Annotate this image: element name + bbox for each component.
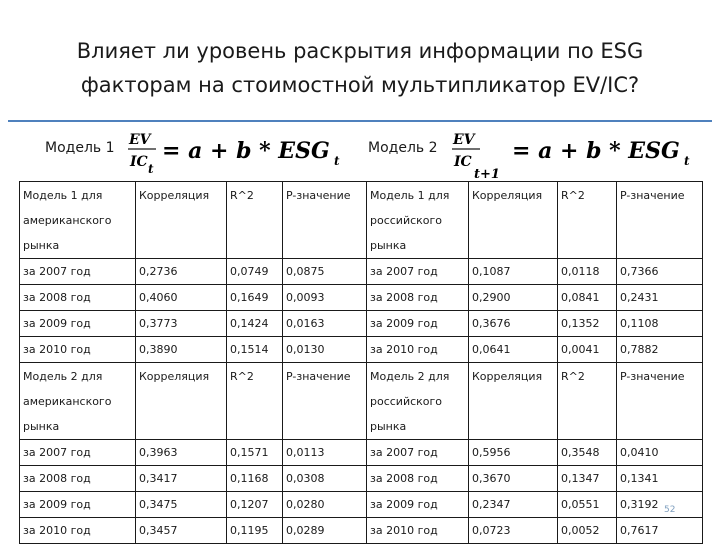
value-cell: 0,1087 bbox=[469, 259, 558, 285]
model-1-formula bbox=[126, 126, 346, 176]
year-cell: за 2008 год bbox=[20, 285, 136, 311]
value-cell: 0,0052 bbox=[558, 518, 617, 544]
slide-title-line-1: Влияет ли уровень раскрытия информации по ESG bbox=[76, 39, 644, 63]
value-cell: 0,0163 bbox=[283, 311, 367, 337]
model-1-header-row bbox=[20, 182, 703, 259]
header-line: рынка bbox=[370, 239, 407, 252]
model-1-formula-rhs: = a + b * ESG bbox=[162, 138, 330, 164]
value-cell: 0,3192 bbox=[617, 492, 703, 518]
model-1-formula-rhs-sub: t bbox=[334, 154, 340, 168]
model-1-formula-den-sub: t bbox=[148, 162, 154, 176]
value-cell: 0,1514 bbox=[227, 337, 283, 363]
table-row bbox=[20, 440, 703, 466]
value-cell: 0,3548 bbox=[558, 440, 617, 466]
header-line: Модель 2 для bbox=[370, 370, 450, 383]
value-cell: 0,0308 bbox=[283, 466, 367, 492]
value-cell: 0,0041 bbox=[558, 337, 617, 363]
value-cell: 0,0289 bbox=[283, 518, 367, 544]
value-cell: 0,2736 bbox=[136, 259, 227, 285]
table-row bbox=[20, 311, 703, 337]
table-row bbox=[20, 337, 703, 363]
slide-title-line-2: факторам на стоимостной мультипликатор EV/IC? bbox=[80, 73, 640, 97]
year-cell: за 2009 год bbox=[20, 492, 136, 518]
model-2-formula-rhs-sub: t bbox=[684, 154, 690, 168]
table-row bbox=[20, 285, 703, 311]
value-cell: 0,4060 bbox=[136, 285, 227, 311]
year-cell: за 2009 год bbox=[367, 492, 469, 518]
year-cell: за 2009 год bbox=[367, 311, 469, 337]
value-cell: 0,5956 bbox=[469, 440, 558, 466]
table-row bbox=[20, 492, 703, 518]
value-cell: 0,0749 bbox=[227, 259, 283, 285]
header-line: Модель 1 для bbox=[23, 189, 103, 202]
value-cell: 0,3417 bbox=[136, 466, 227, 492]
column-header-r2: R^2 bbox=[558, 363, 617, 440]
column-header-correlation: Корреляция bbox=[469, 182, 558, 259]
value-cell: 0,1571 bbox=[227, 440, 283, 466]
model-1-formula-den: IC bbox=[130, 154, 148, 170]
value-cell: 0,7882 bbox=[617, 337, 703, 363]
value-cell: 0,0841 bbox=[558, 285, 617, 311]
value-cell: 0,1347 bbox=[558, 466, 617, 492]
column-header-p-value: P-значение bbox=[617, 182, 703, 259]
value-cell: 0,2431 bbox=[617, 285, 703, 311]
year-cell: за 2009 год bbox=[20, 311, 136, 337]
header-line: российского bbox=[370, 395, 443, 408]
value-cell: 0,3475 bbox=[136, 492, 227, 518]
value-cell: 0,3457 bbox=[136, 518, 227, 544]
esg-results-table bbox=[19, 181, 703, 544]
value-cell: 0,1352 bbox=[558, 311, 617, 337]
model-1-label: Модель 1 bbox=[45, 140, 115, 156]
year-cell: за 2010 год bbox=[20, 518, 136, 544]
model-2-label: Модель 2 bbox=[368, 140, 438, 156]
value-cell: 0,1168 bbox=[227, 466, 283, 492]
column-header-p-value: P-значение bbox=[283, 182, 367, 259]
value-cell: 0,0130 bbox=[283, 337, 367, 363]
header-line: американского bbox=[23, 395, 112, 408]
value-cell: 0,1207 bbox=[227, 492, 283, 518]
model-2-formula-den-sub: t+1 bbox=[474, 167, 500, 181]
value-cell: 0,0410 bbox=[617, 440, 703, 466]
column-header-r2: R^2 bbox=[227, 182, 283, 259]
column-header-r2: R^2 bbox=[227, 363, 283, 440]
value-cell: 0,3670 bbox=[469, 466, 558, 492]
column-header-correlation: Корреляция bbox=[136, 363, 227, 440]
year-cell: за 2008 год bbox=[367, 285, 469, 311]
value-cell: 0,7366 bbox=[617, 259, 703, 285]
value-cell: 0,7617 bbox=[617, 518, 703, 544]
header-line: Модель 2 для bbox=[23, 370, 103, 383]
value-cell: 0,1341 bbox=[617, 466, 703, 492]
model-1-us-header bbox=[20, 182, 136, 259]
value-cell: 0,0551 bbox=[558, 492, 617, 518]
table-row bbox=[20, 259, 703, 285]
value-cell: 0,0641 bbox=[469, 337, 558, 363]
year-cell: за 2007 год bbox=[20, 440, 136, 466]
value-cell: 0,0093 bbox=[283, 285, 367, 311]
value-cell: 0,1649 bbox=[227, 285, 283, 311]
model-2-us-header bbox=[20, 363, 136, 440]
model-1-ru-header bbox=[367, 182, 469, 259]
year-cell: за 2008 год bbox=[367, 466, 469, 492]
year-cell: за 2010 год bbox=[367, 337, 469, 363]
value-cell: 0,1424 bbox=[227, 311, 283, 337]
model-2-formula-den: IC bbox=[454, 154, 472, 170]
year-cell: за 2007 год bbox=[367, 440, 469, 466]
value-cell: 0,1195 bbox=[227, 518, 283, 544]
column-header-correlation: Корреляция bbox=[136, 182, 227, 259]
header-line: Модель 1 для bbox=[370, 189, 450, 202]
model-2-header-row bbox=[20, 363, 703, 440]
value-cell: 0,0118 bbox=[558, 259, 617, 285]
year-cell: за 2008 год bbox=[20, 466, 136, 492]
model-2-formula bbox=[450, 126, 695, 181]
header-line: рынка bbox=[23, 420, 60, 433]
year-cell: за 2010 год bbox=[20, 337, 136, 363]
value-cell: 0,3676 bbox=[469, 311, 558, 337]
model-1-formula-num: EV bbox=[129, 132, 151, 148]
header-line: рынка bbox=[23, 239, 60, 252]
header-line: рынка bbox=[370, 420, 407, 433]
year-cell: за 2007 год bbox=[20, 259, 136, 285]
title-divider bbox=[8, 120, 712, 122]
value-cell: 0,1108 bbox=[617, 311, 703, 337]
column-header-correlation: Корреляция bbox=[469, 363, 558, 440]
year-cell: за 2010 год bbox=[367, 518, 469, 544]
column-header-p-value: P-значение bbox=[283, 363, 367, 440]
page-number: 52 bbox=[664, 505, 676, 515]
value-cell: 0,0113 bbox=[283, 440, 367, 466]
table-row bbox=[20, 466, 703, 492]
value-cell: 0,0723 bbox=[469, 518, 558, 544]
column-header-r2: R^2 bbox=[558, 182, 617, 259]
value-cell: 0,0875 bbox=[283, 259, 367, 285]
model-2-formula-rhs: = a + b * ESG bbox=[512, 138, 680, 164]
value-cell: 0,0280 bbox=[283, 492, 367, 518]
value-cell: 0,2900 bbox=[469, 285, 558, 311]
slide-title bbox=[0, 34, 720, 102]
header-line: американского bbox=[23, 214, 112, 227]
value-cell: 0,3963 bbox=[136, 440, 227, 466]
value-cell: 0,2347 bbox=[469, 492, 558, 518]
header-line: российского bbox=[370, 214, 443, 227]
model-2-ru-header bbox=[367, 363, 469, 440]
value-cell: 0,3773 bbox=[136, 311, 227, 337]
model-2-formula-num: EV bbox=[453, 132, 475, 148]
column-header-p-value: P-значение bbox=[617, 363, 703, 440]
value-cell: 0,3890 bbox=[136, 337, 227, 363]
year-cell: за 2007 год bbox=[367, 259, 469, 285]
